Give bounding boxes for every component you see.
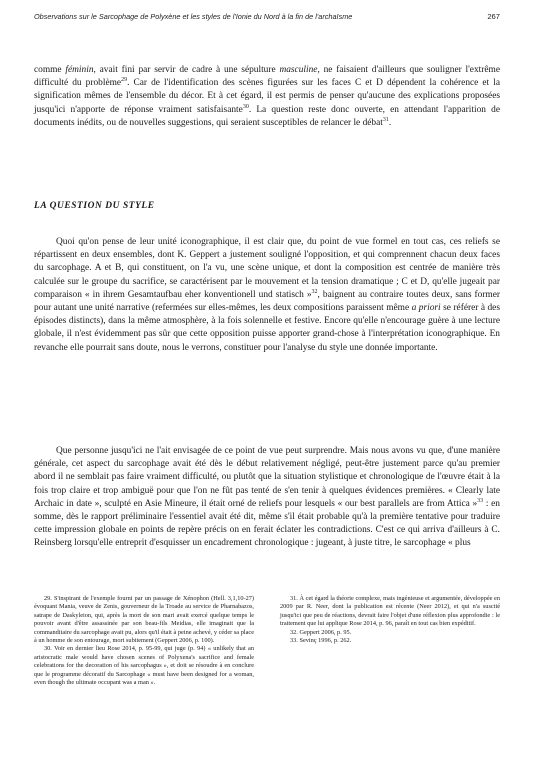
footnote-ref-30[interactable]: 30 <box>242 103 249 110</box>
text-run: . Car de l'identification des scènes figurées sur les faces C et D dépendent la cohérence et la signification mêmes de l'ensemble du décor. Et à cet égard, il est permis de penser qu'aucune des explications proposées jusqu'ici n'apporte de réponse vraiment satisfaisante <box>34 78 500 115</box>
text-run: , ne faisaient d'ailleurs que souligner l'extrême difficulté du problème <box>34 65 500 89</box>
text-run: . <box>388 117 392 128</box>
footnotes <box>34 595 500 687</box>
page-number: 267 <box>487 12 500 21</box>
paragraph <box>34 236 500 355</box>
emphasis: masculine <box>279 65 318 75</box>
footnote-32: 32. Geppert 2006, p. 95. <box>290 628 352 636</box>
footnote-29: 29. S'inspirant de l'exemple fourni par un passage de Xénophon (Hell. 3,1,10-27) évoquant Mania, veuve de Zenis, gouverneur de la Troade au service de Pharnabazos, satrape de Daskyleion, qui, après la mort de son mari avait exercé quelque temps le pouvoir avant d'être assassinée par son beau-fils Meidias, elle imaginait que la commanditaire du sarcophage avait pu, alors qu'il était à peine achevé, y céder sa place à un homme de son entourage, mort subitement (Geppert 2006, p. 100). <box>34 595 254 645</box>
footnote-ref-33[interactable]: 33 <box>477 497 484 504</box>
running-header <box>34 12 500 21</box>
text-run: Quoi qu'on pense de leur unité iconographique, il est clair que, du point de vue formel en tout cas, ces reliefs se répartissent en deux ensembles, dont K. Geppert a justement souligné l'opposition, et qui comprennent chacun deux faces du sarcophage. A et B, qui constituent, on l'a vu, une scène unique, et dont la composition est centrée de manière très calculée sur le groupe du sacrifice, se caractérisent par le mouvement et la tension dramatique ; C et D, qu'elle jugeait par comparaison « in ihrem Gesamtaufbau eher konventionell und statisch » <box>34 237 500 300</box>
paragraph-continued <box>34 64 500 130</box>
emphasis: féminin <box>65 65 94 75</box>
footnotes-right-column <box>280 595 500 687</box>
running-title: Observations sur le Sarcophage de Polyxène et les styles de l'Ionie du Nord à la fin de l'archaïsme <box>34 12 353 21</box>
footnote-ref-31[interactable]: 31 <box>382 116 389 123</box>
footnote-ref-29[interactable]: 29 <box>121 77 128 84</box>
text-run: , avait fini par servir de cadre à une sépulture <box>93 65 280 75</box>
emphasis: a priori <box>411 303 441 314</box>
text-run: Que personne jusqu'ici ne l'ait envisagée de ce point de vue peut surprendre. Mais nous avons vu que, d'une manière générale, cet aspect du sarcophage avait été dès le début relativement négligé, peut-être justement parce qu'au premier abord il ne semblait pas faire vraiment difficulté, ou plutôt que la situation stylistique et chronologique de l'œuvre était à la fois trop claire et trop ambiguë pour que l'on ne fût pas tenté de s'en tenir à quelques évidences premières. « Clearly late Archaic in date », sculpté en Asie Mineure, il était orné de reliefs pour lesquels « our best parallels are from Attica » <box>34 446 500 509</box>
footnote-30: 30. Voir en dernier lieu Rose 2014, p. 95-99, qui juge (p. 94) « unlikely that an aristocratic male would have chosen scenes of Polyxena's sacrifice and female celebrations for the decoration of his sarcophagus », et doit se résoudre à en conclure que le programme décoratif du Sarcophage « must have been designed for a woman, even though the ultimate occupant was a man ». <box>34 645 254 687</box>
text-run: : en somme, dès le rapport préliminaire l'essentiel avait été dit, même s'il était probable qu'à la première tentative pour traduire cette impression globale en points de repère précis on en ferait éclater les contradictions. C'est ce qui arriva d'ailleurs à C. Reinsberg lorsqu'elle entreprit d'esquisser un encadrement chronologique : jugeant, à juste titre, le sarcophage « plus <box>34 498 500 549</box>
text-run: comme <box>34 65 66 75</box>
paragraph <box>34 445 500 551</box>
footnote-31: 31. À cet égard la théorie complexe, mais ingénieuse et argumentée, développée en 2009 par R. Neer, dont la publication est récente (Neer 2012), et qui n'a suscité jusqu'ici que peu de réactions, devrait faire l'objet d'une réflexion plus approfondie : le traitement que lui applique Rose 2014, p. 96, paraît en tout cas bien expéditif. <box>280 595 500 628</box>
footnote-ref-32[interactable]: 32 <box>311 288 318 295</box>
text-run: . La question reste donc ouverte, en attendant l'apparition de documents inédits, ou de nouvelles suggestions, qui seraient susceptibles de relancer le débat <box>34 104 500 128</box>
footnote-33: 33. Sevinç 1996, p. 262. <box>290 637 352 645</box>
text-run: , baignent au contraire toutes deux, sans former pour autant une unité narrative (refermées sur elles-mêmes, les deux compositions paraissent même <box>34 289 500 314</box>
text-run: se référer à des épisodes distincts), dans la même atmosphère, à la fois solennelle et festive. Encore qu'elle n'encourage guère à une lecture globale, il n'est évidemment pas sûr que cette opposition puisse apporter grand-chose à l'interprétation iconographique. En revanche elle pourrait sans doute, nous le verrons, constituer pour l'analyse du style une donnée importante. <box>34 303 500 353</box>
footnotes-left-column <box>34 595 254 687</box>
section-title: LA QUESTION DU STYLE <box>34 201 155 211</box>
